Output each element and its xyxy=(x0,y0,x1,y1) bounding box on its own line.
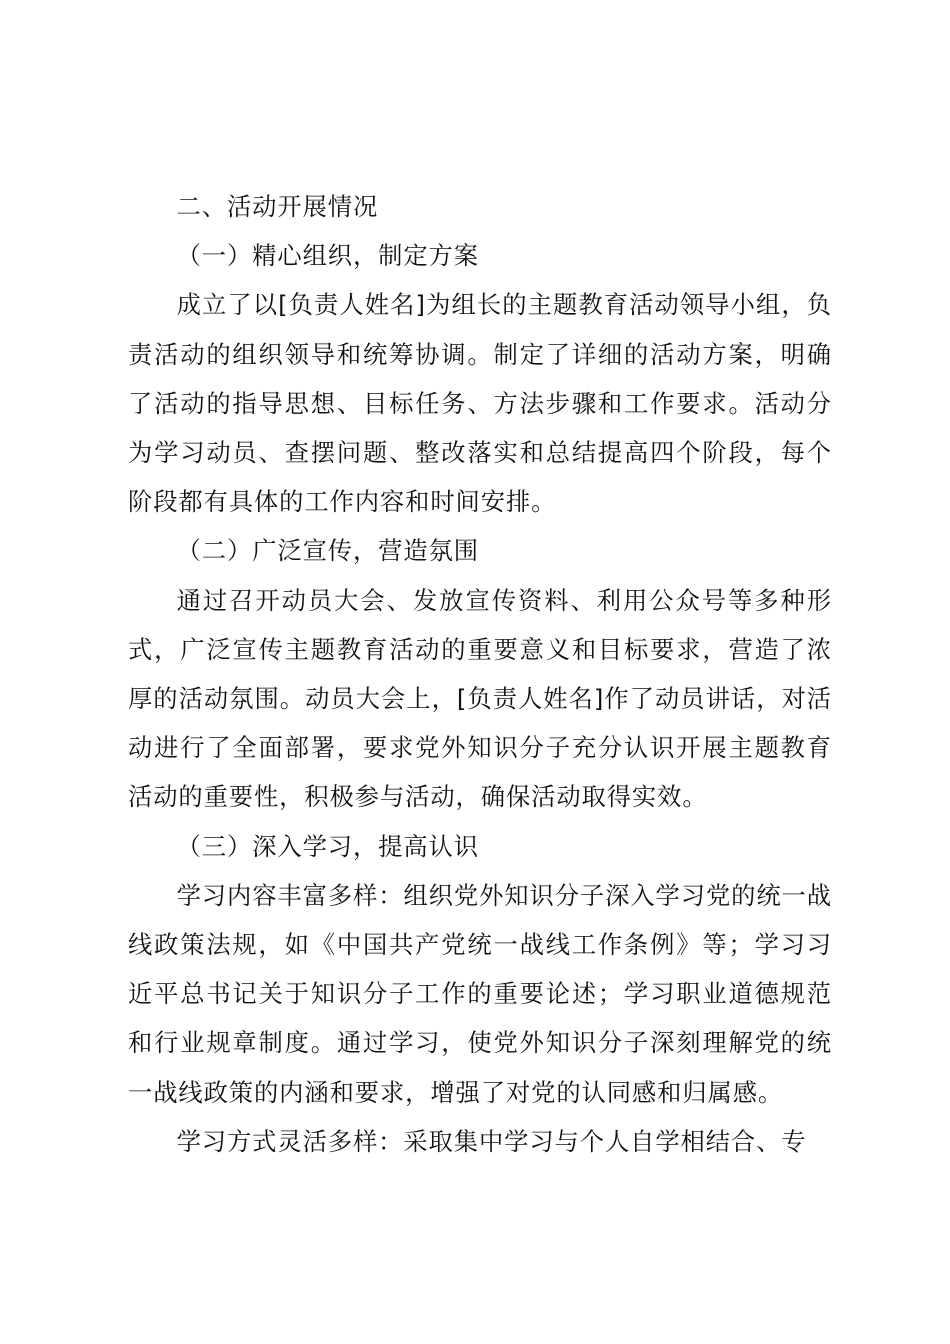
body-paragraph: 学习方式灵活多样：采取集中学习与个人自学相结合、专 xyxy=(176,1126,807,1156)
subsection-heading: （三）深入学习，提高认识 xyxy=(176,831,479,861)
document-body xyxy=(128,182,832,1166)
subsection-heading: （一）精心组织，制定方案 xyxy=(176,241,479,271)
body-paragraph: 成立了以[负责人姓名]为组长的主题教育活动领导小组，负责活动的组织领导和统筹协调。制定了详细的活动方案，明确了活动的指导思想、目标任务、方法步骤和工作要求。活动分为学习动员、查摆问题、整改落实和总结提高四个阶段，每个阶段都有具体的工作内容和时间安排。 xyxy=(128,290,832,517)
body-paragraph: 学习内容丰富多样：组织党外知识分子深入学习党的统一战线政策法规，如《中国共产党统一战线工作条例》等；学习习近平总书记关于知识分子工作的重要论述；学习职业道德规范和行业规章制度。通过学习，使党外知识分子深刻理解党的统一战线政策的内涵和要求，增强了对党的认同感和归属感。 xyxy=(128,880,832,1107)
section-heading: 二、活动开展情况 xyxy=(176,192,379,221)
subsection-heading: （二）广泛宣传，营造氛围 xyxy=(176,536,479,566)
body-paragraph: 通过召开动员大会、发放宣传资料、利用公众号等多种形式，广泛宣传主题教育活动的重要意义和目标要求，营造了浓厚的活动氛围。动员大会上，[负责人姓名]作了动员讲话，对活动进行了全面部署，要求党外知识分子充分认识开展主题教育活动的重要性，积极参与活动，确保活动取得实效。 xyxy=(128,585,832,812)
